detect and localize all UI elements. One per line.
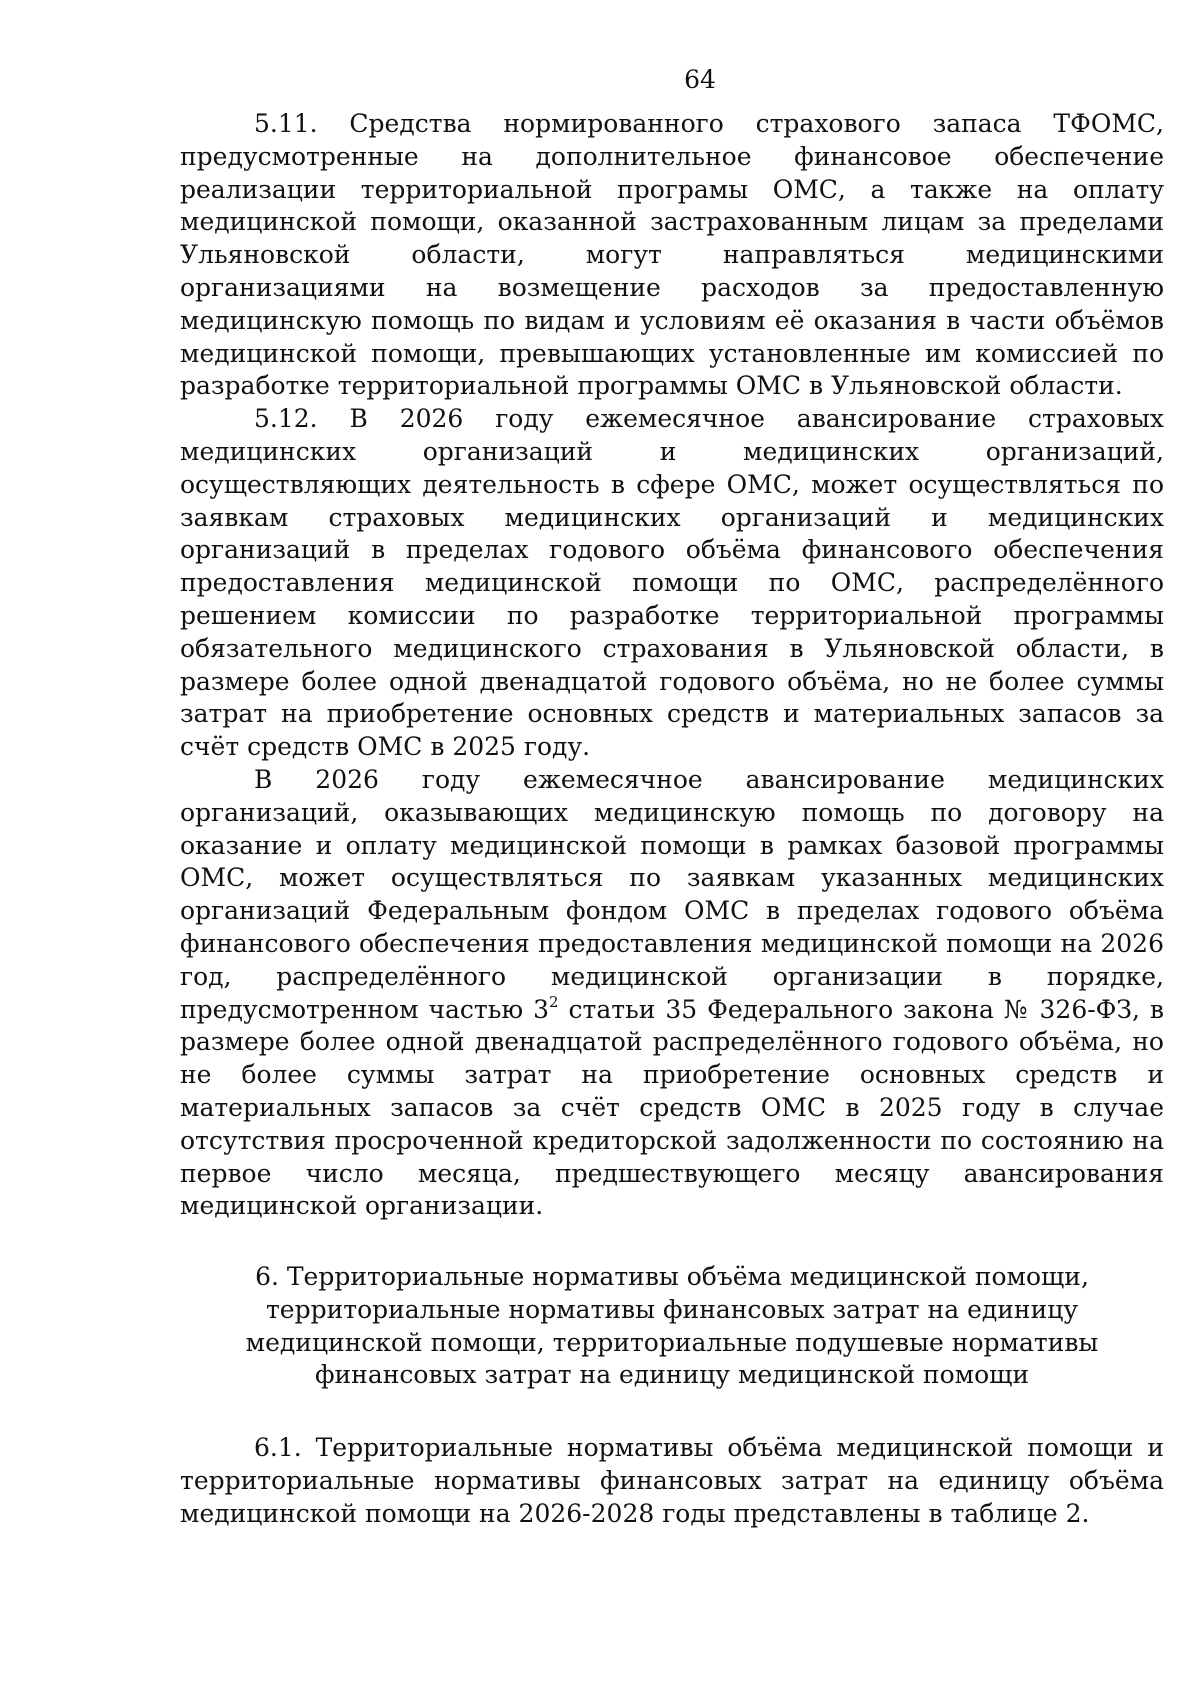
paragraph-text-before-superscript: В 2026 году ежемесячное авансирование медицинских организаций, оказывающих медицинскую помощь по договору на оказание и оплату медицинской помощи в рамках базовой программы ОМС, может осуществляться по заявкам указанных медицинских организаций Федеральным фондом ОМС в пределах годового объёма финансового обеспечения предоставления медицинской помощи на 2026 год, распределённого медицинской организации в порядке, предусмотренном частью 3: [180, 764, 1164, 1024]
paragraph-5-11: 5.11. Средства нормированного страхового запаса ТФОМС, предусмотренные на дополнительное финансовое обеспечение реализации территориальной програмы ОМС, а также на оплату медицинской помощи, оказанной застрахованным лицам за пределами Ульяновской области, могут направляться медицинскими организациями на возмещение расходов за предоставленную медицинскую помощь по видам и условиям её оказания в части объёмов медицинской помощи, превышающих установленные им комиссией по разработке территориальной программы ОМС в Ульяновской области.: [180, 109, 1164, 401]
document-body: [180, 108, 1164, 1531]
heading-line: 6. Территориальные нормативы объёма медицинской помощи,: [255, 1262, 1089, 1292]
paragraph-5-12: 5.12. В 2026 году ежемесячное авансирование страховых медицинских организаций и медицинских организаций, осуществляющих деятельность в сфере ОМС, может осуществляться по заявкам страховых медицинских организаций и медицинских организаций в пределах годового объёма финансового обеспечения предоставления медицинской помощи по ОМС, распределённого решением комиссии по разработке территориальной программы обязательного медицинского страхования в Ульяновской области, в размере более одной двенадцатой годового объёма, но не более суммы затрат на приобретение основных средств и материальных запасов за счёт средств ОМС в 2025 году.: [180, 404, 1164, 762]
superscript-2: 2: [549, 992, 559, 1011]
heading-line: финансовых затрат на единицу медицинской помощи: [314, 1360, 1030, 1390]
section-6-heading: [180, 1261, 1164, 1392]
paragraph-5-12-continued: [180, 764, 1164, 1223]
paragraph-text-after-superscript: статьи 35 Федерального закона № 326-ФЗ, в размере более одной двенадцатой распределённого годового объёма, но не более суммы затрат на приобретение основных средств и материальных запасов за счёт средств ОМС в 2025 году в случае отсутствия просроченной кредиторской задолженности по состоянию на первое число месяца, предшествующего месяцу авансирования медицинской организации.: [180, 994, 1164, 1221]
heading-line: медицинской помощи, территориальные подушевые нормативы: [245, 1327, 1099, 1357]
heading-line: территориальные нормативы финансовых затрат на единицу: [265, 1294, 1079, 1324]
page-number: 64: [684, 65, 716, 94]
paragraph-6-1: 6.1. Территориальные нормативы объёма медицинской помощи и территориальные нормативы финансовых затрат на единицу объёма медицинской помощи на 2026-2028 годы представлены в таблице 2.: [180, 1433, 1164, 1528]
